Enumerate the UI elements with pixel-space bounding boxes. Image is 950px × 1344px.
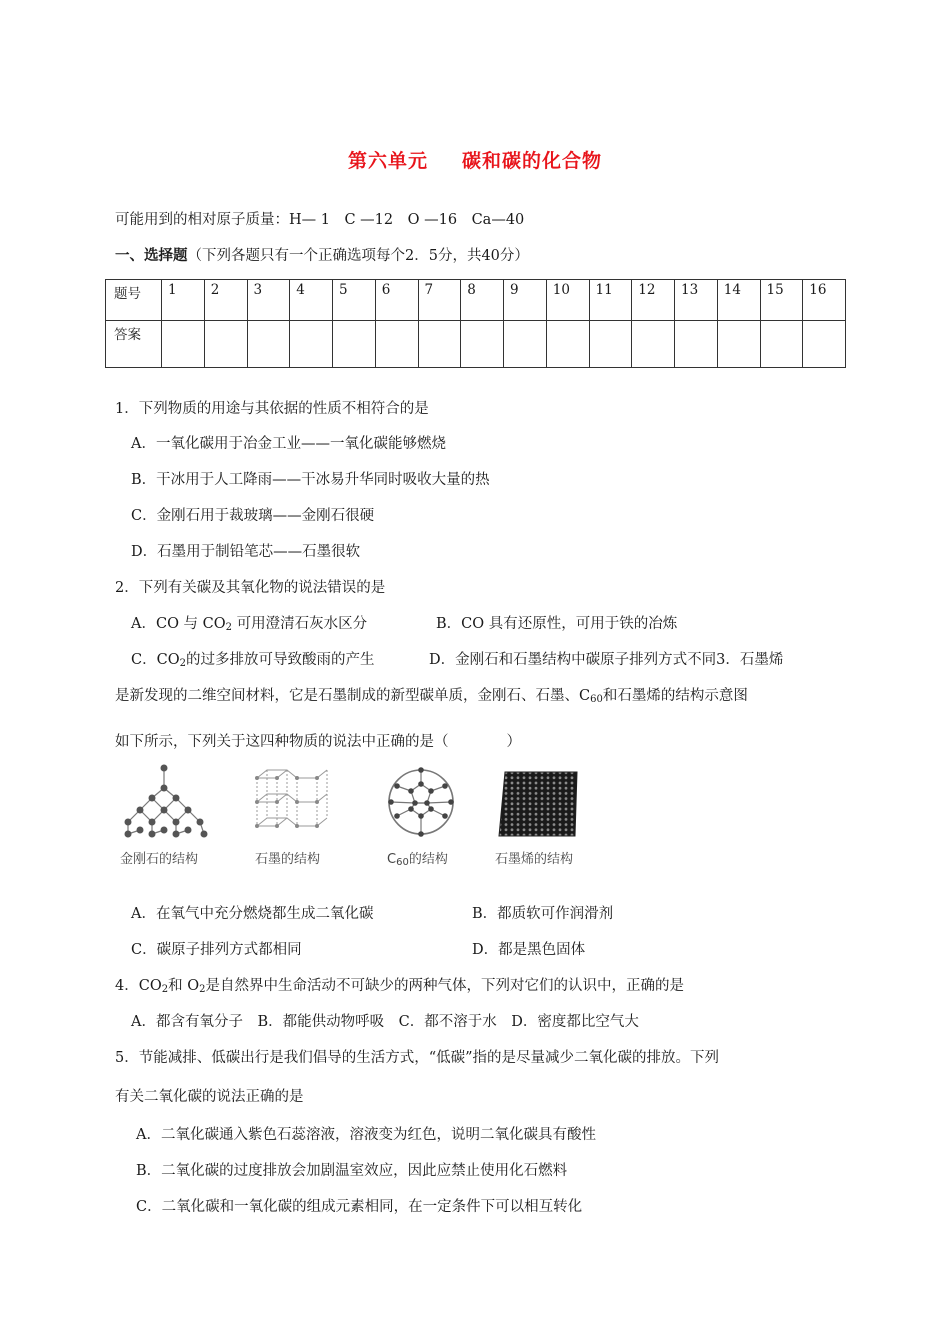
answer-blank-cell[interactable] [717,321,760,368]
section-note: （下列各题只有一个正确选项每个2．5分，共40分） [187,248,529,264]
graphene-structure-figure [497,770,579,838]
q2-stem: 2．下列有关碳及其氧化物的说法错误的是 [115,580,386,596]
table-number-cell: 12 [632,280,675,321]
graphene-caption: 石墨烯的结构 [495,852,574,867]
table-number-cell: 6 [375,280,418,321]
answer-blank-cell[interactable] [333,321,376,368]
atomic-mass-line: 可能用到的相对原子质量：H— 1 C —12 O —16 Ca—40 [115,212,525,228]
q4-options: A．都含有氧分子 B．都能供动物呼吸 C．都不溶于水 D．密度都比空气大 [131,1014,639,1030]
q3-stem-line3: 如下所示，下列关于这四种物质的说法中正确的是（ ） [115,734,521,750]
q5-stem-line1: 5．节能减排、低碳出行是我们倡导的生活方式，“低碳”指的是尽量减少二氧化碳的排放。下列 [115,1050,720,1066]
q1-option-a: A．一氧化碳用于冶金工业——一氧化碳能够燃烧 [131,436,446,452]
answer-blank-cell[interactable] [418,321,461,368]
answer-table [105,279,846,368]
table-number-cell: 7 [418,280,461,321]
q3-stem-start: 3．石墨烯 [716,652,784,668]
answer-blank-cell[interactable] [247,321,290,368]
q5-option-c: C．二氧化碳和一氧化碳的组成元素相同，在一定条件下可以相互转化 [136,1199,583,1215]
q3-option-a: A．在氧气中充分燃烧都生成二氧化碳 [131,906,374,922]
table-number-cell: 5 [333,280,376,321]
section-heading [115,244,529,265]
diamond-caption: 金刚石的结构 [120,852,199,867]
q2-option-c: C．$CO_2$的过多排放可导致酸雨的产生 [131,652,375,669]
answer-blank-cell[interactable] [546,321,589,368]
answer-blank-cell[interactable] [589,321,632,368]
q2-option-a: A．CO 与 $CO_2$ 可用澄清石灰水区分 [131,616,368,633]
q4-stem: 4．$CO_2$和 $O_2$是自然界中生命活动不可缺少的两种气体，下列对它们的认识中，正确的是 [115,978,684,995]
q2-option-b: B．CO 具有还原性，可用于铁的冶炼 [436,616,678,632]
table-header-answer: 答案 [106,321,162,368]
table-number-cell: 3 [247,280,290,321]
table-header-number: 题号 [106,280,162,321]
table-number-cell: 10 [546,280,589,321]
q5-stem-line2: 有关二氧化碳的说法正确的是 [115,1089,304,1105]
q1-option-c: C．金刚石用于裁玻璃——金刚石很硬 [131,508,375,524]
q3-stem-line2: 是新发现的二维空间材料，它是石墨制成的新型碳单质，金刚石、石墨、$C_{60}$和石墨烯的结构示意图 [115,688,748,705]
section-label: 一、选择题 [115,247,188,264]
table-number-cell: 13 [675,280,718,321]
q1-option-b: B．干冰用于人工降雨——干冰易升华同时吸收大量的热 [131,472,490,488]
q2-option-d: D．金刚石和石墨结构中碳原子排列方式不同3．石墨烯 [429,652,784,668]
c60-caption: $C_{60}$的结构 [387,852,448,868]
answer-blank-cell[interactable] [632,321,675,368]
q1-stem: 1．下列物质的用途与其依据的性质不相符合的是 [115,401,429,417]
table-number-cell: 16 [803,280,846,321]
page-title: 第六单元 碳和碳的化合物 [347,150,603,172]
answer-blank-cell[interactable] [461,321,504,368]
answer-blank-cell[interactable] [504,321,547,368]
table-number-cell: 9 [504,280,547,321]
q3-option-b: B．都质软可作润滑剂 [472,906,614,922]
graphite-structure-figure [253,764,331,840]
q5-option-a: A．二氧化碳通入紫色石蕊溶液，溶液变为红色，说明二氧化碳具有酸性 [136,1127,596,1143]
table-number-cell: 11 [589,280,632,321]
table-number-cell: 1 [162,280,205,321]
c60-structure-figure [383,764,459,840]
diamond-structure-figure [118,764,210,840]
q3-option-c: C．碳原子排列方式都相同 [131,942,302,958]
answer-blank-cell[interactable] [290,321,333,368]
graphite-caption: 石墨的结构 [255,852,321,867]
answer-blank-cell[interactable] [204,321,247,368]
answer-blank-cell[interactable] [162,321,205,368]
table-number-cell: 15 [760,280,803,321]
table-number-cell: 8 [461,280,504,321]
table-number-cell: 4 [290,280,333,321]
answer-blank-cell[interactable] [675,321,718,368]
q5-option-b: B．二氧化碳的过度排放会加剧温室效应，因此应禁止使用化石燃料 [136,1163,568,1179]
answer-blank-cell[interactable] [803,321,846,368]
answer-blank-cell[interactable] [375,321,418,368]
q3-option-d: D．都是黑色固体 [472,942,586,958]
table-number-cell: 14 [717,280,760,321]
answer-blank-cell[interactable] [760,321,803,368]
q1-option-d: D．石墨用于制铅笔芯——石墨很软 [131,544,361,560]
table-number-cell: 2 [204,280,247,321]
